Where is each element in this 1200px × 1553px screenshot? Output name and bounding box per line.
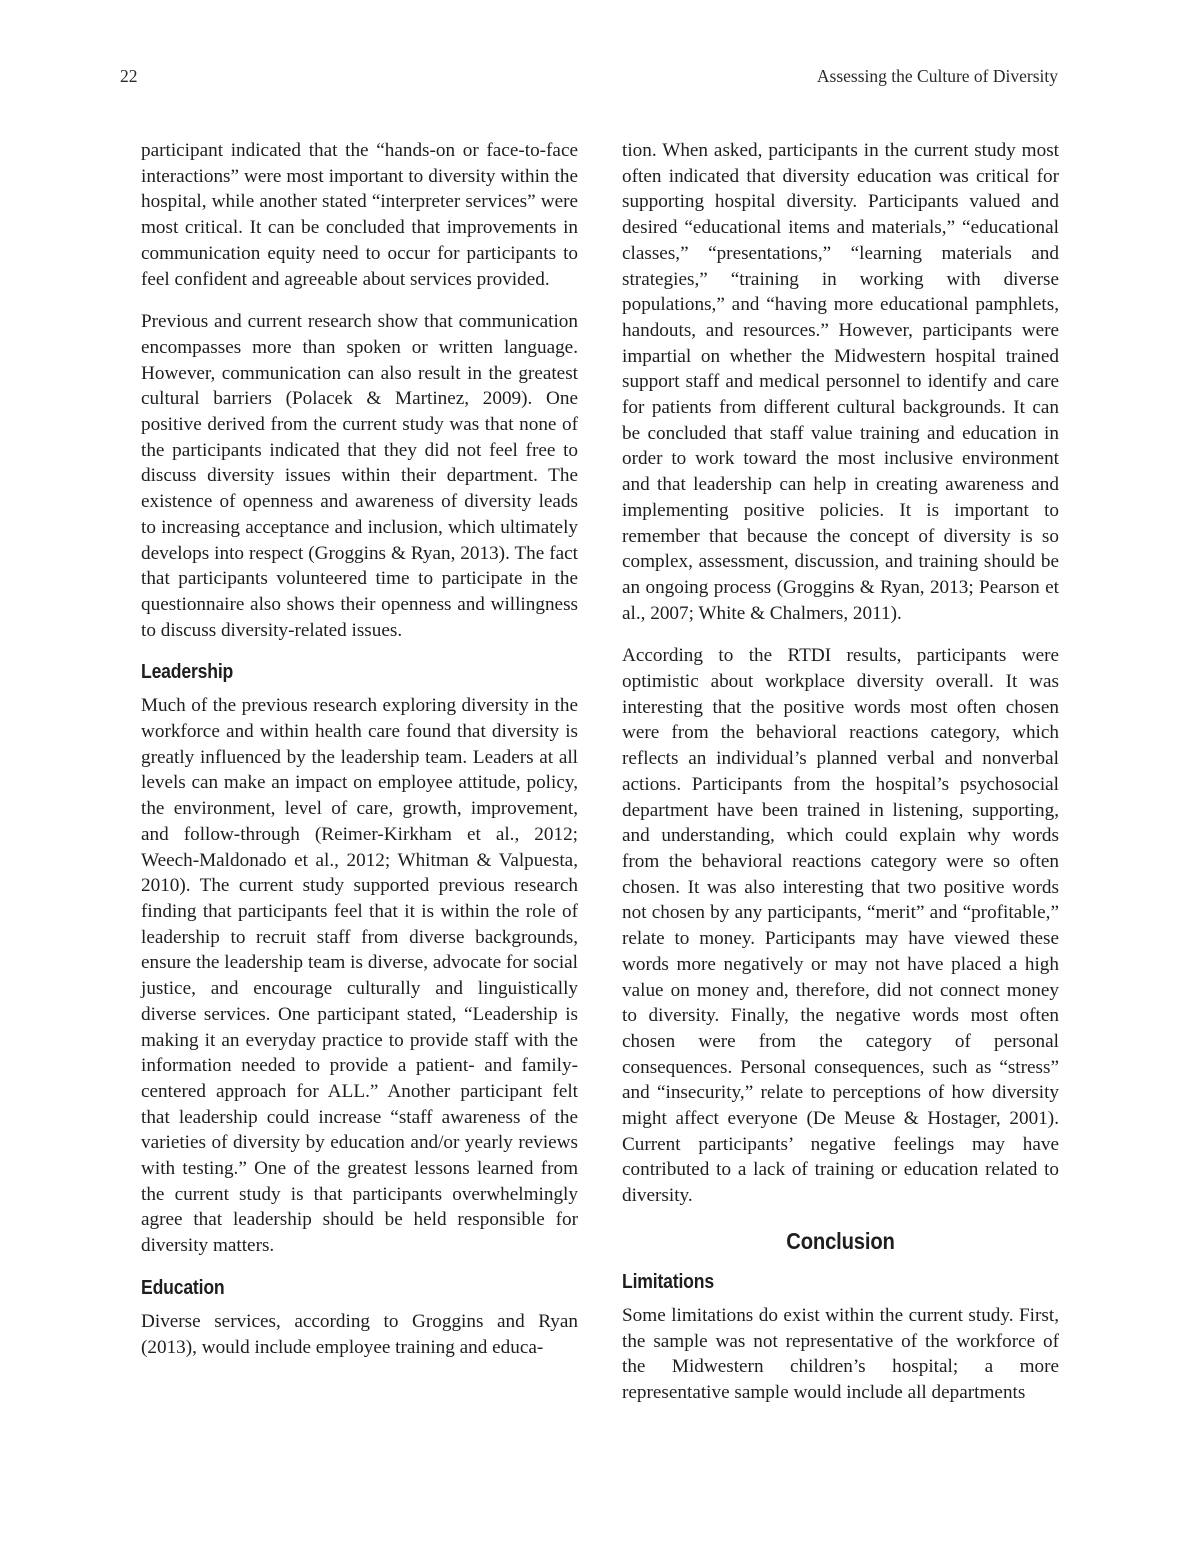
page-number: 22 xyxy=(120,66,138,86)
paragraph-limitations: Some limitations do exist within the current study. First, the sample was not representative of the workforce of the Midwestern children’s hospital; a more representative sample would include all departments xyxy=(622,1304,1059,1403)
running-title: Assessing the Culture of Diversity xyxy=(816,66,1058,86)
right-column xyxy=(622,138,1059,1406)
leadership-heading: Leadership xyxy=(141,661,234,684)
paragraph-education-start: Diverse services, according to Groggins and Ryan (2013), would include employee training and educa- xyxy=(141,1310,578,1358)
limitations-heading: Limitations xyxy=(622,1270,714,1293)
running-header xyxy=(120,66,1058,88)
paragraph-communication-equity: participant indicated that the “hands-on or face-to-face interactions” were most important to diversity within the hospital, while another stated “interpreter services” were most critical. It can be concluded that improvements in communication equity need to occur for participants to feel confident and agreeable about services provided. xyxy=(141,140,578,290)
left-column xyxy=(141,138,578,1360)
paragraph-leadership: Much of the previous research exploring diversity in the workforce and within health care found that diversity is greatly influenced by the leadership team. Leaders at all levels can make an impact on employee attitude, policy, the environment, level of care, growth, improvement, and follow-through (Reimer-Kirkham et al., 2012; Weech-Maldonado et al., 2012; Whitman & Valpuesta, 2010). The current study supported previous research finding that participants feel that it is within the role of leadership to recruit staff from diverse backgrounds, ensure the leadership team is diverse, advocate for social justice, and encourage culturally and linguistically diverse services. One participant stated, “Leadership is making it an everyday practice to provide staff with the information needed to provide a patient- and family-centered approach for ALL.” Another participant felt that leadership could increase “staff awareness of the varieties of diversity by education and/or yearly reviews with testing.” One of the greatest lessons learned from the current study is that participants overwhelmingly agree that leadership should be held responsible for diversity matters. xyxy=(141,695,578,1257)
education-heading: Education xyxy=(141,1276,225,1299)
paragraph-rtdi-results: According to the RTDI results, participants were optimistic about workplace diversity overall. It was interesting that the positive words most often chosen were from the behavioral reactions category, which reflects an individual’s planned verbal and nonverbal actions. Participants from the hospital’s psychosocial department have been trained in listening, supporting, and understanding, which could explain why words from the behavioral reactions category were so often chosen. It was also interesting that two positive words not chosen by any participants, “merit” and “profitable,” relate to money. Participants may have viewed these words more negatively or may not have placed a high value on money and, therefore, did not connect money to diversity. Finally, the negative words most often chosen were from the category of personal consequences. Personal consequences, such as “stress” and “insecurity,” relate to perceptions of how diversity might affect everyone (De Meuse & Hostager, 2001). Current participants’ negative feelings may have contributed to a lack of training or education related to diversity. xyxy=(622,645,1059,1207)
paragraph-education-continued: tion. When asked, participants in the current study most often indicated that diversity education was critical for supporting hospital diversity. Participants valued and desired “educational items and materials,” “educational classes,” “presentations,” “learning materials and strategies,” “training in working with diverse populations,” and “having more educational pamphlets, handouts, and resources.” However, participants were impartial on whether the Midwestern hospital trained support staff and medical personnel to identify and care for patients from different cultural backgrounds. It can be concluded that staff value training and education in order to work toward the most inclusive environment and that leadership can help in creating awareness and implementing positive policies. It is important to remember that because the concept of diversity is so complex, assessment, discussion, and training should be an ongoing process (Groggins & Ryan, 2013; Pearson et al., 2007; White & Chalmers, 2011). xyxy=(622,140,1059,624)
conclusion-heading: Conclusion xyxy=(786,1227,895,1254)
paragraph-communication-research: Previous and current research show that communication encompasses more than spoken or written language. However, communication can also result in the greatest cultural barriers (Polacek & Martinez, 2009). One positive derived from the current study was that none of the participants indicated that they did not feel free to discuss diversity issues within their department. The existence of openness and awareness of diversity leads to increasing acceptance and inclusion, which ultimately develops into respect (Groggins & Ryan, 2013). The fact that participants volunteered time to participate in the questionnaire also shows their openness and willingness to discuss diversity-related issues. xyxy=(141,311,578,641)
